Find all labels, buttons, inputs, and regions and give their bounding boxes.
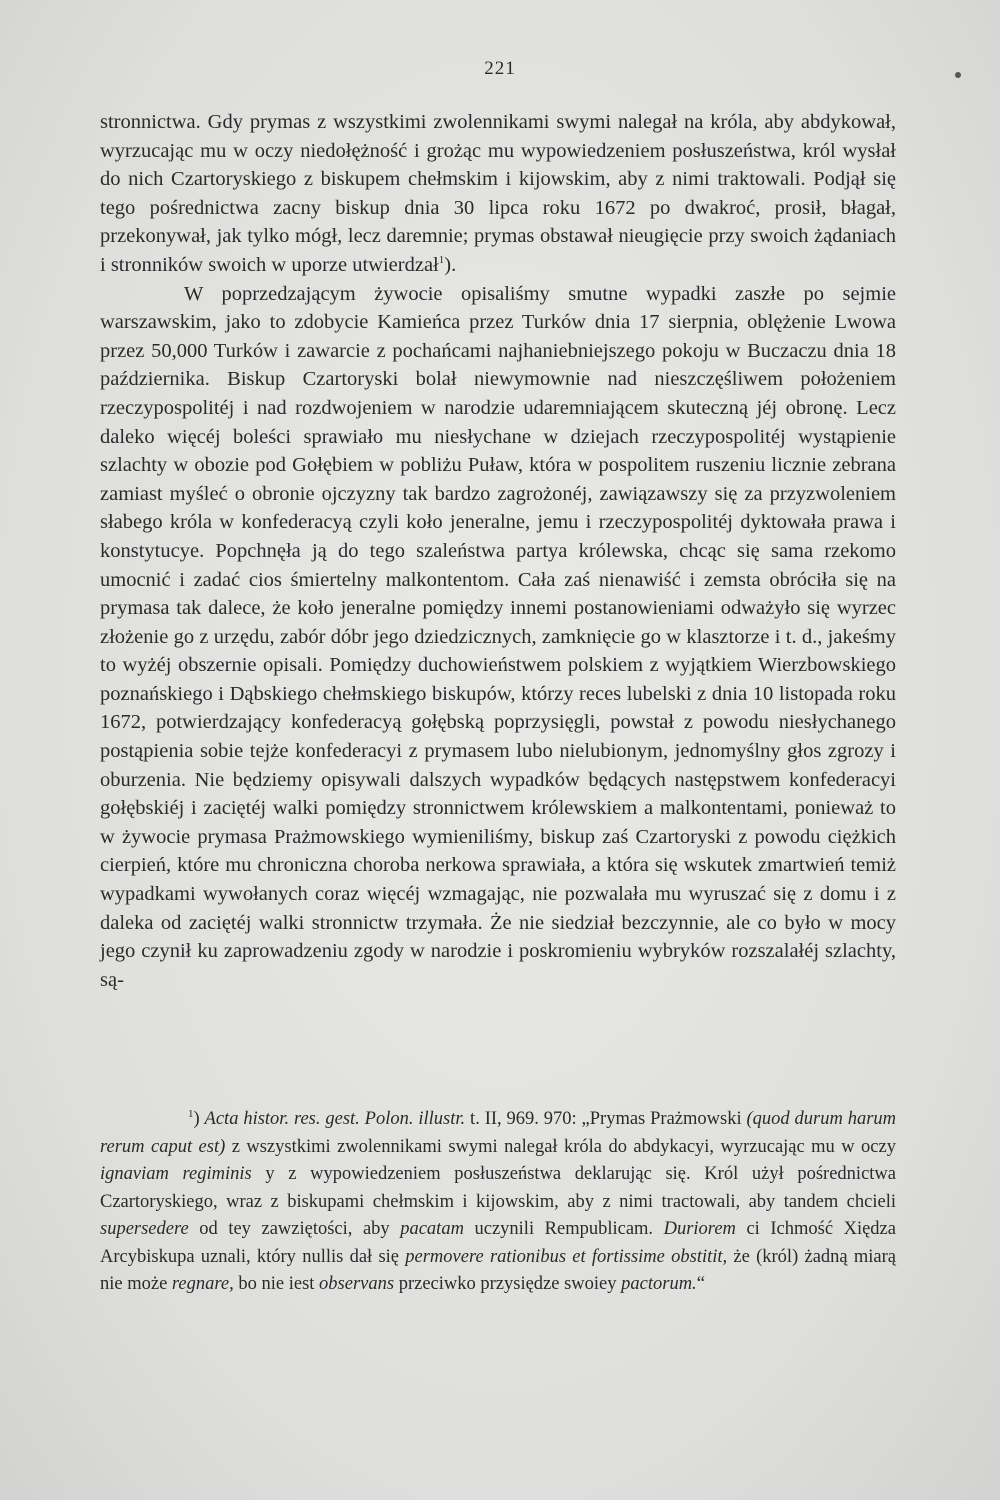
fn-text: bo nie iest: [233, 1274, 320, 1294]
paragraph-1: [100, 108, 896, 280]
fn-text: ): [193, 1109, 205, 1129]
footnote-1: [100, 1106, 896, 1299]
footnote-mark: 1: [188, 1107, 194, 1120]
footnote-ref: 1: [438, 254, 445, 267]
footnotes: [100, 1106, 896, 1299]
fn-italic: Duriorem: [663, 1219, 736, 1239]
fn-text: uczynili Rempublicam.: [463, 1219, 664, 1239]
fn-italic: permovere rationibus et fortissime obstitit,: [405, 1246, 728, 1267]
fn-text: że (król) żadną miarą nie może: [100, 1246, 896, 1294]
fn-text: “: [696, 1274, 705, 1294]
paragraph-2: W poprzedzającym żywocie opisaliśmy smutne wypadki zaszłe po sejmie warszawskim, jako to zdobycie Kamieńca przez Turków dnia 17 sierpnia, oblężenie Lwowa przez 50,000 Turków i zawarcie z pochańcami najhaniebniejszego pokoju w Buczaczu dnia 18 października. Biskup Czartoryski bolał niewymownie nad nieszczęśliwem położeniem rzeczypospolitéj i nad rozdwojeniem w narodzie udaremniającem skuteczną jéj obronę. Lecz daleko więcéj boleści sprawiało mu niesłychane w dziejach rzeczypospolitéj wystąpienie szlachty w obozie pod Gołębiem w pobliżu Puław, która w pospolitem ruszeniu licznie zebrana zamiast myśleć o obronie ojczyzny tak bardzo zagrożonéj, zawiązawszy się za przyzwoleniem słabego króla w konfederacyą czyli koło jeneralne, jemu i rzeczypospolitéj dyktowała prawa i konstytucye. Popchnęła ją do tego szaleństwa partya królewska, chcąc się sama rzekomo umocnić i zadać cios śmiertelny malkontentom. Cała zaś nienawiść i zemsta obróciła się na prymasa tak dalece, że koło jeneralne pomiędzy innemi postanowieniami odważyło się wyrzec złożenie go z urzędu, zabór dóbr jego dziedzicznych, zamknięcie go w klasztorze i t. d., jakeśmy to wyżéj obszernie opisali. Pomiędzy duchowieństwem polskiem z wyjątkiem Wierzbowskiego poznańskiego i Dąbskiego chełmskiego biskupów, którzy reces lubelski z dnia 10 listopada roku 1672, potwierdzający konfederacyą gołębską poprzysięgli, powstał z powodu niesłychanego postąpienia sobie tejże konfederacyi z prymasem lubo nielubionym, jednomyślny głos zgrozy i oburzenia. Nie będziemy opisywali dalszych wypadków będących następstwem konfederacyi gołębskiéj i zaciętéj walki pomiędzy stronnictwem królewskiem a malkontentami, ponieważ to w żywocie prymasa Prażmowskiego wymieniliśmy, biskup zaś Czartoryski z powodu ciężkich cierpień, które mu chroniczna choroba nerkowa sprawiała, a która się wskutek zmartwień temiż wypadkami wywołanych coraz więcéj wzmagając, nie pozwalała mu wyruszać się z domu i z daleka od zaciętéj walki stronnictw trzymała. Że nie siedział bezczynnie, ale co było w mocy jego czynił ku zaprowadzeniu zgody w narodzie i poskromieniu wybryków rozszalałéj szlachty, są-: [100, 282, 896, 991]
speck-mark: [955, 72, 961, 78]
fn-italic: (quod durum harum rerum caput est): [100, 1109, 897, 1157]
fn-italic: observans: [319, 1274, 395, 1294]
fn-text: z wszystkimi zwolennikami swymi nalegał króla do abdykacyi, wyrzucając mu w oczy: [225, 1136, 896, 1157]
fn-text: ci Ichmość Xiędza Arcybiskupa uznali, który nullis dał się: [100, 1219, 896, 1267]
paragraph-1-end: ).: [444, 253, 457, 276]
fn-italic: Acta histor. res. gest. Polon. illustr.: [204, 1109, 466, 1129]
fn-italic: pactorum.: [621, 1274, 697, 1294]
fn-text: t. II, 969. 970: „Prymas Prażmowski: [465, 1109, 747, 1129]
fn-text: y z wypowiedzeniem posłuszeństwa deklarując się. Król użył pośrednictwa Czartoryskiego, wraz z biskupami chełmskim i kijowskim, aby z nimi tractowali, aby tandem chcieli: [100, 1164, 896, 1212]
fn-italic: regnare,: [171, 1274, 234, 1294]
fn-italic: pacatam: [400, 1219, 464, 1239]
fn-text: od tey zawziętości, aby: [188, 1219, 401, 1239]
fn-text: przeciwko przysiędze swoiey: [394, 1274, 622, 1294]
fn-italic: ignaviam regiminis: [100, 1164, 252, 1184]
main-text: [100, 108, 896, 994]
paragraph-1-text: stronnictwa. Gdy prymas z wszystkimi zwolennikami swymi nalegał na króla, aby abdykował, wyrzucając mu w oczy niedołężność i grożąc mu wypowiedzeniem posłuszeństwa, król wysłał do nich Czartoryskiego z biskupem chełmskim i kijowskim, aby z nimi traktowali. Podjął się tego pośrednictwa zacny biskup dnia 30 lipca roku 1672 po dwakroć, prosił, błagał, przekonywał, jak tylko mógł, lecz daremnie; prymas obstawał nieugięcie przy swoich żądaniach i stronników swoich w uporze utwierdzał: [100, 111, 896, 276]
page-number: 221: [484, 58, 516, 79]
fn-italic: supersedere: [100, 1219, 189, 1239]
